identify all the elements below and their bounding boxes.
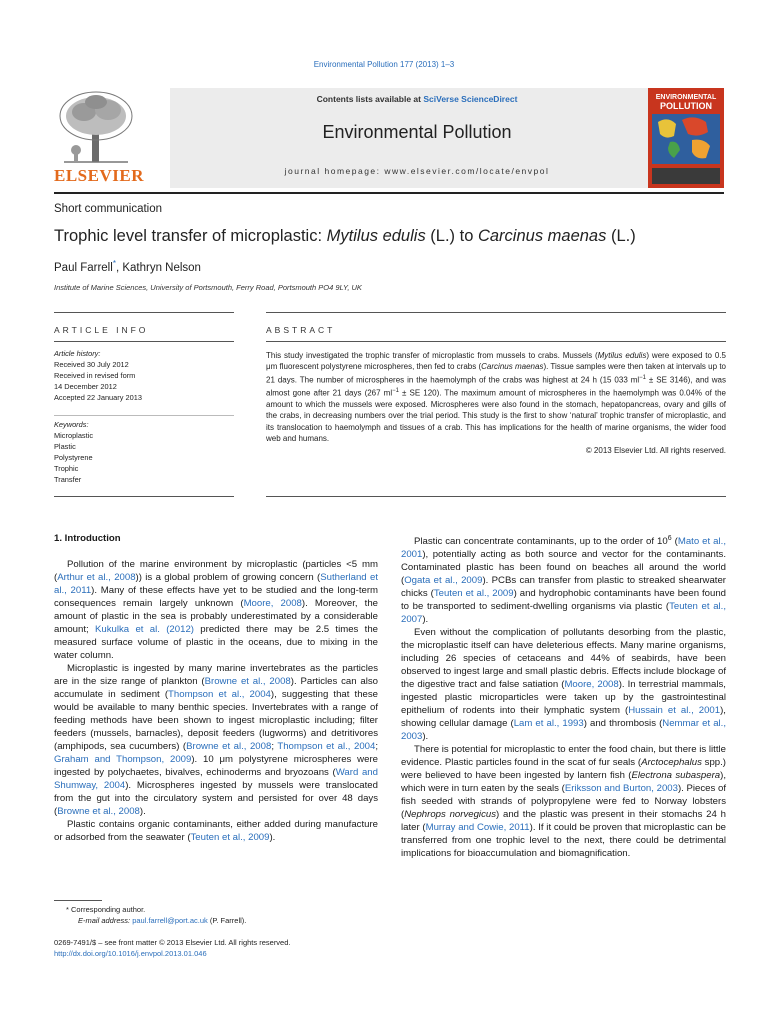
issn-line: 0269-7491/$ – see front matter © 2013 Elsevier Ltd. All rights reserved. <box>54 938 291 947</box>
italic-term: Arctocephalus <box>641 757 702 769</box>
reference-link[interactable]: Teuten et al., 2009 <box>190 832 270 843</box>
reference-link[interactable]: Hussain et al., 2001 <box>628 705 721 717</box>
journal-title: Environmental Pollution <box>322 122 512 142</box>
abstract-text <box>266 350 726 456</box>
reference-link[interactable]: Browne et al., 2008 <box>204 676 291 687</box>
history-item: Received 30 July 2012 <box>54 360 129 369</box>
abstract-part: ) were exposed to 0.5 μm fluorescent polystyrene microspheres, then fed to crabs ( <box>266 351 727 372</box>
reference-link[interactable]: Teuten et al., 2007 <box>401 601 726 626</box>
reference-link[interactable]: Mato et al., 2001 <box>401 536 726 561</box>
history-label: Article history: <box>54 349 101 358</box>
right-column <box>401 532 726 860</box>
left-column <box>54 558 378 844</box>
keyword: Polystyrene <box>54 453 93 462</box>
contents-prefix: Contents lists available at <box>316 94 424 104</box>
title-part: (L.) <box>606 227 636 245</box>
section-heading-introduction: 1. Introduction <box>54 533 121 544</box>
publisher-name: ELSEVIER <box>54 166 144 185</box>
article-history <box>54 348 234 403</box>
keyword: Microplastic <box>54 431 94 440</box>
keyword: Transfer <box>54 475 82 484</box>
footnote-label: Corresponding author. <box>71 905 146 914</box>
cover-title-line-2: POLLUTION <box>660 101 712 111</box>
copyright-notice: © 2013 Elsevier Ltd. All rights reserved. <box>585 445 726 455</box>
reference-link[interactable]: Browne et al., 2008 <box>57 806 140 817</box>
abstract-part: ). Tissue samples were then taken at intervals up to 21 days. The number of microspheres in the haemolymph of the crabs was highest at 24 h (15 033 ml <box>266 362 727 385</box>
reference-link[interactable]: Graham and Thompson, 2009 <box>54 754 192 765</box>
history-item: Accepted 22 January 2013 <box>54 393 142 402</box>
abstract-species: Mytilus edulis <box>597 351 647 360</box>
affiliation: Institute of Marine Sciences, University of Portsmouth, Ferry Road, Portsmouth PO4 9LY, UK <box>54 283 362 292</box>
info-rule-mid <box>54 341 234 342</box>
journal-cover[interactable] <box>648 88 724 188</box>
journal-homepage[interactable]: journal homepage: www.elsevier.com/locate/envpol <box>284 166 550 176</box>
title-species-1: Mytilus edulis <box>326 227 426 245</box>
author-list <box>54 259 201 274</box>
history-item: Received in revised form <box>54 371 136 380</box>
reference-link[interactable]: Moore, 2008 <box>564 679 619 691</box>
info-rule-top <box>54 312 234 313</box>
reference-link[interactable]: Ward and Shumway, 2004 <box>54 767 378 791</box>
abstract-sup: −1 <box>639 374 646 381</box>
doi-link[interactable]: http://dx.doi.org/10.1016/j.envpol.2013.01.046 <box>54 949 207 958</box>
corresponding-mark[interactable]: * <box>112 259 116 268</box>
history-item: 14 December 2012 <box>54 382 117 391</box>
reference-link[interactable]: Kukulka et al. (2012) <box>95 624 194 635</box>
banner-center <box>170 88 664 188</box>
article-type: Short communication <box>54 203 163 215</box>
sciencedirect-link[interactable]: SciVerse ScienceDirect <box>423 94 518 104</box>
abstract-rule-mid <box>266 341 726 342</box>
paragraph: Plastic can concentrate contaminants, up to the order of $10^6$ (Mato et al., 2001), potentially acting as both source and vector for the contaminants. Contaminated plastic has been found on beaches all around the world (Ogata et al., 2009). PCBs can transfer from plastic to streaked shearwater chicks (Teuten et al., 2009) and hydrophobic contaminants have been found to be transported to sediment-dwelling organisms via plastic (Teuten et al., 2007). <box>401 535 726 626</box>
cover-map-icon <box>648 88 724 188</box>
paragraph: Even without the complication of pollutants desorbing from the plastic, the microplastic itself can have deleterious effects. Many marine organisms, including 26 species of cetaceans and 44% of seabirds, have been observed to ingest large and small plastic debris. Effects include blockage of the digestive tract and false satiation (Moore, 2008). In terrestrial mammals, ingested plastic microparticles were taken up by the gastrointestinal epithelium of rodents into their lymphatic system (Hussain et al., 2001), showing cellular damage (Lam et al., 1993) and thrombosis (Nemmar et al., 2003). <box>401 627 726 743</box>
footnote-corresponding <box>54 904 246 926</box>
front-matter <box>54 937 291 959</box>
email-suffix: (P. Farrell). <box>207 916 247 925</box>
italic-term: Nephrops norvegicus <box>404 809 496 821</box>
reference-link[interactable]: Browne et al., 2008 <box>186 741 272 752</box>
keyword: Trophic <box>54 464 79 473</box>
author-name[interactable]: Paul Farrell <box>54 261 113 274</box>
info-rule-sep <box>54 415 234 416</box>
abstract-rule-bottom <box>266 496 726 497</box>
email-label: E-mail address: <box>78 916 133 925</box>
article-info-heading: ARTICLE INFO <box>54 325 149 335</box>
abstract-rule-top <box>266 312 726 313</box>
info-rule-bottom <box>54 496 234 497</box>
abstract-part: This study investigated the trophic transfer of microplastic from mussels to crabs. Mussels ( <box>266 351 598 360</box>
reference-link[interactable]: Arthur et al., 2008 <box>57 572 136 583</box>
footnote-mark: * <box>66 905 69 914</box>
abstract-heading: ABSTRACT <box>266 325 336 335</box>
reference-link[interactable]: Thompson et al., 2004 <box>168 689 271 700</box>
superscript: 6 <box>667 535 672 542</box>
reference-link[interactable]: Teuten et al., 2009 <box>433 588 514 600</box>
contents-line <box>170 94 664 104</box>
keywords <box>54 419 234 485</box>
title-part: (L.) to <box>425 227 478 245</box>
footnote-rule <box>54 900 102 901</box>
reference-link[interactable]: Ogata et al., 2009 <box>404 575 483 587</box>
cover-title-line-1: ENVIRONMENTAL <box>655 94 717 101</box>
abstract-part: ± SE 120). The maximum amount of microspheres in the haemolymph was 0.04% of the amount to which the mussels were exposed. Microspheres were also found in the stomach, hepatopancreas, ovary and gills of the crabs, in decreasing numbers over the trial period. This study is the first to show ‘natural’ trophic transfer of microplastic, and its translocation to haemolymph and tissues of a crab. This has implications for the health of marine organisms, the wider food web and humans. <box>266 388 727 444</box>
reference-link[interactable]: Sutherland et al., 2011 <box>54 572 378 596</box>
paragraph: Microplastic is ingested by many marine invertebrates as the particles are in the size range of plankton (Browne et al., 2008). Particles can also accumulate in sediment (Thompson et al., 2004), suggesting that these would be available to many benthic species. Invertebrates with a range of feeding methods have been shown to ingest microplastic including; filter feeders (mussels, barnacles), deposit feeders (lugworms) and detritivores (amphipods, sea cucumbers) (Browne et al., 2008; Thompson et al., 2004; Graham and Thompson, 2009). 10 μm polystyrene microspheres were ingested by polychaetes, bivalves, echinoderms and bryozoans (Ward and Shumway, 2004). Microspheres ingested by mussels were translocated from the gut into the circulatory system and persisted for over 48 days (Browne et al., 2008). <box>54 663 379 817</box>
journal-banner <box>54 88 724 196</box>
paragraph: There is potential for microplastic to enter the food chain, but there is little evidence. Plastic particles found in the scat of fur seals (Arctocephalus spp.) were believed to have been ingested by lantern fish (Electrona subaspera), which were in turn eaten by the seals (Eriksson and Burton, 2003). Pieces of fish seeded with strands of polypropylene were fed to Norway lobsters (Nephrops norvegicus) and the plastic was present in their stomachs 24 h later (Murray and Cowie, 2011). If it could be proven that microplastic can be transferred from one trophic level to the next, there could be detrimental implications for bioaccumulation and biomagnification. <box>401 744 727 860</box>
keywords-label: Keywords: <box>54 420 89 429</box>
abstract-species: Carcinus maenas <box>481 362 544 372</box>
email-link[interactable]: paul.farrell@port.ac.uk <box>132 916 208 925</box>
reference-link[interactable]: Eriksson and Burton, 2003 <box>564 783 678 795</box>
reference-link[interactable]: Thompson et al., 2004 <box>277 741 376 752</box>
paragraph: Pollution of the marine environment by microplastic (particles <5 mm (Arthur et al., 2008)) is a global problem of growing concern (Sutherland et al., 2011). Many of these effects have yet to be studied and the long-term consequences remain largely unknown (Moore, 2008). Moreover, the amount of plastic in the sea is probably underestimated by a considerable amount; Kukulka et al. (2012) predicted there may be 2.5 times the measured surface volume of plastic in the oceans, due to mixing in the water column. <box>54 559 379 661</box>
reference-link[interactable]: Nemmar et al., 2003 <box>401 718 726 743</box>
reference-link[interactable]: Moore, 2008 <box>243 598 302 609</box>
abstract-sup: −1 <box>392 387 399 394</box>
elsevier-tree-icon <box>54 88 138 168</box>
article-title <box>54 227 636 246</box>
title-species-2: Carcinus maenas <box>477 227 607 245</box>
journal-citation[interactable]: Environmental Pollution 177 (2013) 1–3 <box>313 60 455 69</box>
title-part: Trophic level transfer of microplastic: <box>54 227 327 245</box>
author-name[interactable]: , Kathryn Nelson <box>115 261 201 274</box>
italic-term: Electrona subaspera <box>631 770 721 782</box>
banner-rule <box>54 192 724 194</box>
abstract-part: ± SE 3146), and was almost gone after 21 days (267 ml <box>266 375 726 398</box>
reference-link[interactable]: Murray and Cowie, 2011 <box>425 822 530 834</box>
keyword: Plastic <box>54 442 76 451</box>
elsevier-logo[interactable] <box>54 88 144 188</box>
reference-link[interactable]: Lam et al., 1993 <box>513 718 584 730</box>
paragraph: Plastic contains organic contaminants, either added during manufacture or adsorbed from the seawater (Teuten et al., 2009). <box>54 819 378 843</box>
